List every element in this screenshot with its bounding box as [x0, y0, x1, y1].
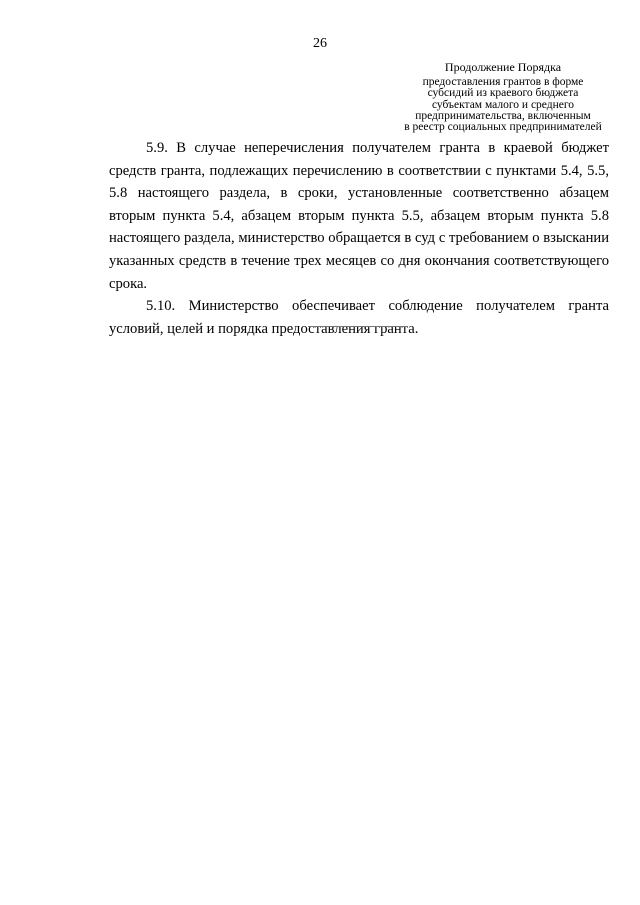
header-line: в реестр социальных предпринимателей: [404, 121, 602, 134]
paragraph-5-10: 5.10. Министерство обеспечивает соблюдение получателем гранта условий, целей и порядка предоставления гранта.: [109, 298, 609, 337]
closing-divider: [308, 326, 408, 327]
document-header: [395, 62, 611, 133]
page-number: 26: [313, 36, 327, 51]
document-body: [109, 137, 609, 340]
header-line: предоставления грантов в форме: [422, 76, 584, 89]
header-line: предпринимательства, включенным: [415, 109, 591, 122]
paragraph-5-9: 5.9. В случае неперечисления получателем гранта в краевой бюджет средств гранта, подлежащих перечислению в соответствии с пунктами 5.4, 5.5, 5.8 настоящего раздела, в сроки, установленные соответственно абзацем вторым пункта 5.4, абзацем вторым пункта 5.5, абзацем вторым пункта 5.8 настоящего раздела, министерство обращается в суд с требованием о взыскании указанных средств в течение трех месяцев со дня окончания соответствующего срока.: [109, 140, 609, 292]
header-title: Продолжение Порядка: [444, 60, 562, 74]
header-line: субсидий из краевого бюджета: [427, 87, 579, 100]
header-line: субъектам малого и среднего: [431, 98, 575, 111]
